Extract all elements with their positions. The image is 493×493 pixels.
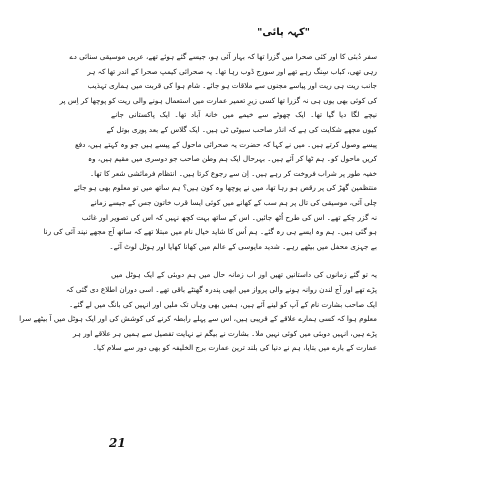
text-line: کیوں مجھے شکایت کی ہے کہ انڈر صاحب سیوٹی ٹی ہیں۔ ایک گلاس کے بعد پوری بوتل کے (106, 124, 377, 134)
paragraph-1 (19, 50, 377, 356)
text-line: کریں ماحول کو۔ ہم ٹھا کر آئے ہیں۔ بہرحال ایک ہم وطن صاحب جو دوسری میں مقیم ہیں، وہ (87, 154, 377, 164)
text-line: خفیہ طور پر شراب فروخت کر رہے ہیں۔ اِن سے رجوع کرتا ہیں۔ انتظام فرمائشی شعر کا تھا۔ (89, 168, 377, 178)
text-line: رہی تھی، کباب سِنگ رہے تھے اور سورج ڈوب رہا تھا۔ یہ صحرائی کیمپ صحرا کے اندر تھا کہ ہر (87, 66, 377, 76)
text-line: جانب ریت ہی ریت اور پیاسے مجنوں سے ملاقات ہو جائے۔ شام ہوا کی قربت میں ہماری تہذیب (87, 81, 377, 91)
text-line: منتظمین گھڑ کی پر رقص ہو رہا تھا، میں نے پوچھا وہ کون ہیں؟ ہم ساتھ میں تو معلوم بھی ہو جائے (73, 183, 377, 193)
text-line: پیسے وصول کرتے ہیں۔ میں نے کہا کہ حضرت یہ صحرائی ماحول کے پیسے ہیں جو وہ کہتے ہیں، دفع (74, 139, 377, 149)
text-line: سفر دُبئی کا اور کئی صحرا میں گزرا تھا کہ بہار آئی ہو، جیسے گئے ہوئے تھے، عربی موسیقی سنائی دے (69, 52, 377, 61)
text-line: کی کوئی بھی یوں ہی نہ گزرا تھا کسی زیرِ تعمیر عمارت میں استعمال ہونے والی ریت کو پوچھا کر اِس پر (59, 95, 377, 105)
page-number: 21 (109, 436, 126, 450)
text-line: ہو گئی ہیں۔ ہم وہ ایسے ہی رہ گئے۔ ہم اُس کا شاید خیال نام میں مبتلا تھے کہ ساتھ آج مجھے نیند آئی کی رنا (43, 227, 377, 237)
chapter-title: "کہہ پائی" (257, 27, 310, 38)
text-line: عمارت کے بارے میں بتایا، ہم نے دنیا کی بلند ترین عمارت برج الخلیفہ کو بھی دور سے سلام کیا۔ (92, 343, 377, 353)
text-line: بے جہزی محفل میں بیٹھے رہے۔ شدید مایوسی کے عالم میں کھانا کھایا اور ہوٹل لوٹ آئے۔ (109, 241, 377, 251)
text-line: نیچے لگا دیا گیا تھا۔ ایک چھوٹے سے خیمے میں خانۂ آباد تھا۔ ایک پاکستانی جانے (111, 110, 377, 120)
text-line: پڑے ہیں، انہیں دوبئی میں کوئی نہیں ملا۔ بشارت نے بیگم نے نہایت تفصیل سے ہمیں ہر علاقے اور ہر (72, 328, 377, 338)
text-line: پڑے تھے اور آج لندن روانہ ہونے والی پرواز میں ابھی پندرہ گھنٹے باقی تھے۔ اسی دوران اطلاع دی گئی کہ (65, 284, 377, 294)
text-line: ایک صاحب بشارت نام کے آپ کو لینے آئے ہیں، ہمیں بھی وہاں تک ملیں اور انہیں کی بانگ میں لے گئے۔ (69, 299, 377, 309)
text-line: چلی آئی، موسیقی کی تال پر ہم سب کے کھانے میں کوئی ایسا قرب خاتون جس کے جیسے زمانے (90, 197, 377, 207)
text-line: معلوم ہوا کہ کسی ہمارے علاقے کے قریبی ہیں، اس سے پہلے رابطہ کرنے کی کوشش کی اور ایک ہوٹل میں آ بیٹھے سرا (19, 314, 377, 324)
text-line: نہ گزر چکے تھے۔ اس کی طرح اُٹھ جائیں۔ اس کے ساتھ بہت کچھ نہیں کہ اس کی تصویر اور غائب (81, 212, 377, 222)
text-line: یہ تو گئے زمانوں کی داستانیں تھیں اور اب زمانہ حال میں ہم دوبئی کے ایک ہوٹل میں (111, 270, 377, 280)
paragraph-gap (111, 254, 377, 268)
